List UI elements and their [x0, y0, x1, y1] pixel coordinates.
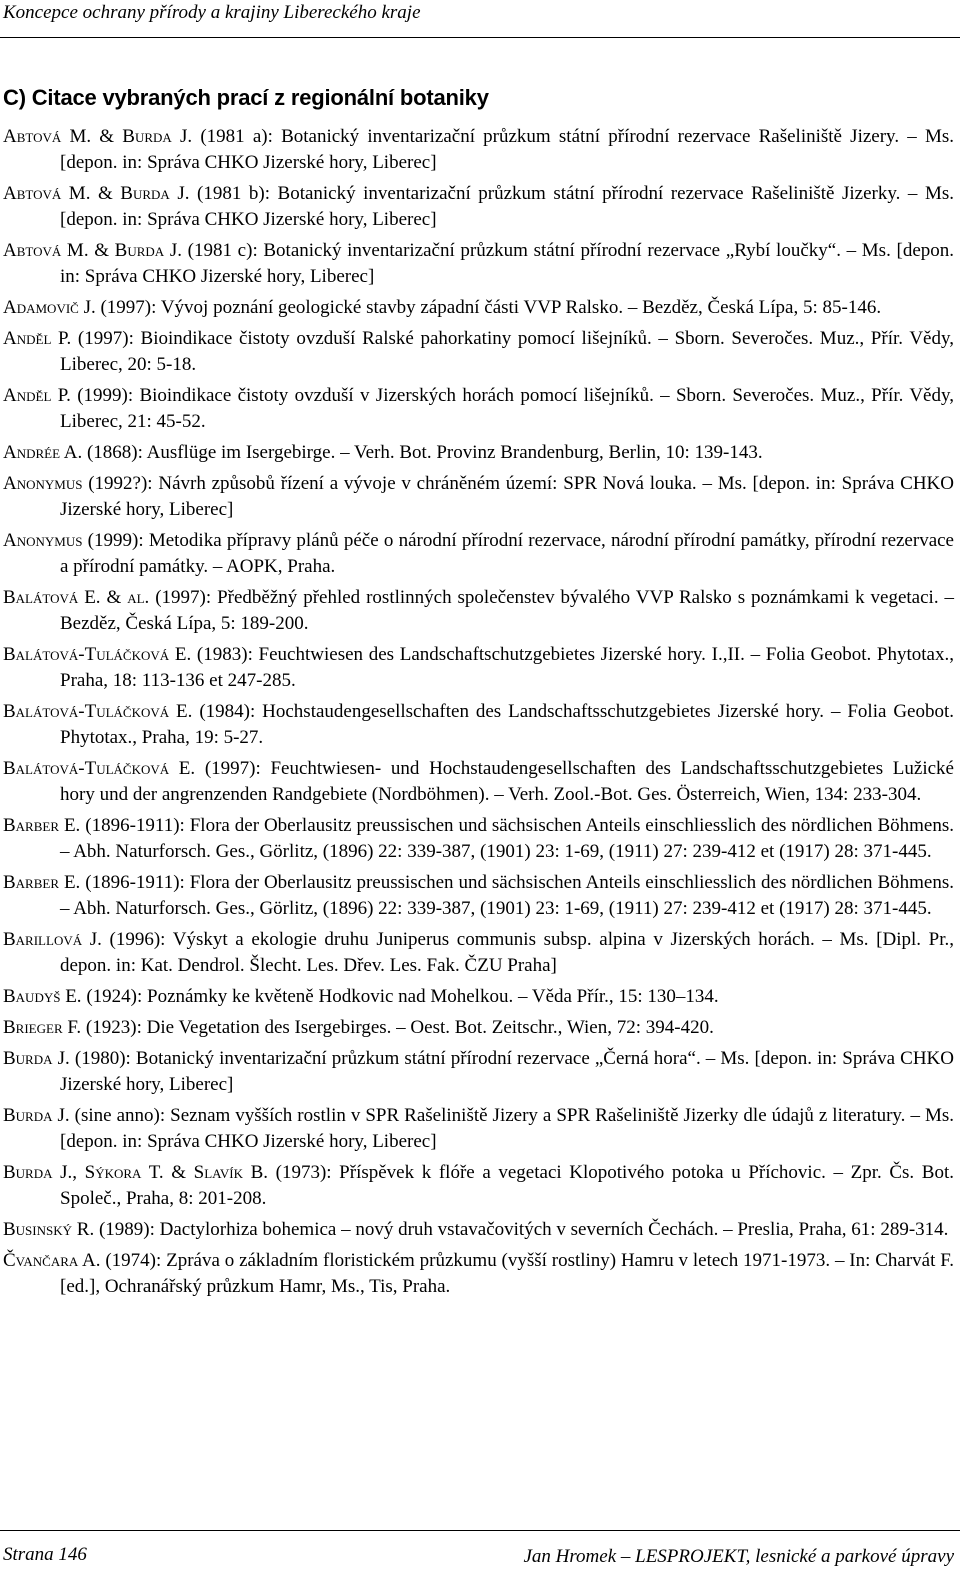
entry-text: (1981 b): Botanický inventarizační průzkum státní přírodní rezervace Rašeliniště Jizerky. – Ms. [depon. in: Správa CHKO Jizerské hory, Liberec]: [60, 183, 954, 230]
bibliography-entry: [3, 440, 954, 466]
entry-text: (1999): Metodika přípravy plánů péče o národní přírodní rezervace, národní přírodní památky, přírodní rezervace a přírodní památky. – AOPK, Praha.: [60, 530, 954, 577]
entry-text: (1981 a): Botanický inventarizační průzkum státní přírodní rezervace Rašeliniště Jizery. – Ms. [depon. in: Správa CHKO Jizerské hory, Liberec]: [60, 126, 954, 173]
entry-author: Andrée A.: [3, 442, 83, 463]
bibliography-entry: [3, 642, 954, 694]
bibliography-entry: [3, 870, 954, 922]
entry-author: Anonymus: [3, 473, 83, 494]
entry-author: Anděl P.: [3, 385, 71, 406]
entry-text: (1983): Feuchtwiesen des Landschaftschutzgebietes Jizerské hory. I.,II. – Folia Geobot. Phytotax., Praha, 18: 113-136 et 247-285.: [60, 644, 954, 691]
bibliography-entry: [3, 699, 954, 751]
entry-text: (1999): Bioindikace čistoty ovzduší v Jizerských horách pomocí lišejníků. – Sborn. Severočes. Muz., Přír. Vědy, Liberec, 21: 45-52.: [60, 385, 954, 432]
bibliography-entry: [3, 295, 954, 321]
bibliography-entry: [3, 1217, 954, 1243]
entry-author: Balátová-Tuláčková E.: [3, 701, 193, 722]
entry-author: Brieger F.: [3, 1017, 82, 1038]
entry-author: Burda J.: [3, 1048, 70, 1069]
entry-author: Čvančara A.: [3, 1250, 101, 1271]
bibliography-entry: [3, 756, 954, 808]
entry-author: Anonymus: [3, 530, 83, 551]
entry-text: (1984): Hochstaudengesellschaften des Landschaftsschutzgebietes Jizerské hory. – Folia Geobot. Phytotax., Praha, 19: 5-27.: [60, 701, 954, 748]
entry-author: Burda J., Sýkora T. & Slavík B.: [3, 1162, 269, 1183]
bibliography-entry: [3, 181, 954, 233]
entry-author: Barber E.: [3, 815, 81, 836]
entry-text: (1974): Zpráva o základním floristickém průzkumu (vyšší rostliny) Hamru v letech 1971-1973. – In: Charvát F. [ed.], Ochranářský průzkum Hamr, Ms., Tis, Praha.: [60, 1250, 954, 1297]
bibliography-entry: [3, 927, 954, 979]
bibliography-entry: [3, 1160, 954, 1212]
entry-text: (1981 c): Botanický inventarizační průzkum státní přírodní rezervace „Rybí loučky“. – Ms. [depon. in: Správa CHKO Jizerské hory, Liberec]: [60, 240, 954, 287]
bibliography-entry: [3, 813, 954, 865]
entry-author: Burda J.: [3, 1105, 70, 1126]
entry-author: Abtová M. & Burda J.: [3, 126, 193, 147]
entry-text: (1996): Výskyt a ekologie druhu Juniperus communis subsp. alpina v Jizerských horách. – Ms. [Dipl. Pr., depon. in: Kat. Dendrol. Šlecht. Les. Dřev. Les. Fak. ČZU Praha]: [60, 929, 954, 976]
bibliography-entry: [3, 1015, 954, 1041]
entry-author: Barillová J.: [3, 929, 102, 950]
bibliography-entry: [3, 383, 954, 435]
entry-text: (sine anno): Seznam vyšších rostlin v SPR Rašeliniště Jizery a SPR Rašeliniště Jizerky dle údajů z literatury. – Ms. [depon. in: Správa CHKO Jizerské hory, Liberec]: [60, 1105, 954, 1152]
entry-text: (1973): Příspěvek k flóře a vegetaci Klopotivého potoka u Příchovic. – Zpr. Čs. Bot. Společ., Praha, 8: 201-208.: [60, 1162, 954, 1209]
bibliography-entry: [3, 124, 954, 176]
bibliography-entry: [3, 238, 954, 290]
bibliography-entry: [3, 471, 954, 523]
entry-text: (1989): Dactylorhiza bohemica – nový druh vstavačovitých v severních Čechách. – Preslia, Praha, 61: 289-314.: [94, 1219, 949, 1240]
footer-author: Jan Hromek – LESPROJEKT, lesnické a parkové úpravy: [523, 1546, 954, 1567]
entry-author: Balátová-Tuláčková E.: [3, 644, 192, 665]
entry-text: (1896-1911): Flora der Oberlausitz preussischen und sächsischen Anteils einschliesslich des nördlichen Böhmens. – Abh. Naturforsch. Ges., Görlitz, (1896) 22: 339-387, (1901) 23: 1-69, (1911) 27: 239-412 et (1917) 28: 371-445.: [60, 815, 954, 862]
entry-text: (1997): Feuchtwiesen- und Hochstaudengesellschaften des Landschaftsschutzgebietes Lužické hory und der angrenzenden Randgebiete (Nordböhmen). – Verh. Zool.-Bot. Ges. Österreich, Wien, 134: 233-304.: [60, 758, 954, 805]
bibliography-entry: [3, 1248, 954, 1300]
bibliography-entry: [3, 528, 954, 580]
entry-text: (1997): Předběžný přehled rostlinných společenstev bývalého VVP Ralsko s poznámkami k vegetaci. – Bezděz, Česká Lípa, 5: 189-200.: [60, 587, 955, 634]
bibliography-entry: [3, 1046, 954, 1098]
page-number: Strana 146: [3, 1544, 87, 1565]
entry-author: Businský R.: [3, 1219, 95, 1240]
entry-author: Anděl P.: [3, 328, 72, 349]
running-header: Koncepce ochrany přírody a krajiny Libereckého kraje: [3, 2, 421, 23]
entry-author: Barber E.: [3, 872, 81, 893]
entry-text: (1923): Die Vegetation des Isergebirges. – Oest. Bot. Zeitschr., Wien, 72: 394-420.: [81, 1017, 714, 1038]
entry-text: (1868): Ausflüge im Isergebirge. – Verh. Bot. Provinz Brandenburg, Berlin, 10: 139-143.: [82, 442, 763, 463]
entry-author: Abtová M. & Burda J.: [3, 183, 190, 204]
bibliography-entry: [3, 984, 954, 1010]
entry-text: (1924): Poznámky ke květeně Hodkovic nad Mohelkou. – Věda Přír., 15: 130–134.: [81, 986, 719, 1007]
entry-text: (1997): Bioindikace čistoty ovzduší Ralské pahorkatiny pomocí lišejníků. – Sborn. Severočes. Muz., Přír. Vědy, Liberec, 20: 5-18.: [60, 328, 954, 375]
entry-author: Balátová-Tuláčková E.: [3, 758, 196, 779]
entry-text: (1992?): Návrh způsobů řízení a vývoje v chráněném území: SPR Nová louka. – Ms. [depon. in: Správa CHKO Jizerské hory, Liberec]: [60, 473, 954, 520]
entry-author: Adamovič J.: [3, 297, 96, 318]
bibliography-entry: [3, 585, 954, 637]
entry-author: Balátová E. & al.: [3, 587, 150, 608]
bibliography-entry: [3, 1103, 954, 1155]
entry-author: Abtová M. & Burda J.: [3, 240, 183, 261]
section-title: C) Citace vybraných prací z regionální botaniky: [3, 85, 489, 110]
footer-divider: [0, 1530, 960, 1531]
entry-text: (1980): Botanický inventarizační průzkum státní přírodní rezervace „Černá hora“. – Ms. [depon. in: Správa CHKO Jizerské hory, Liberec]: [60, 1048, 954, 1095]
entry-author: Baudyš E.: [3, 986, 82, 1007]
header-divider: [0, 37, 960, 38]
bibliography-entry: [3, 326, 954, 378]
bibliography-list: [3, 124, 954, 1305]
entry-text: (1896-1911): Flora der Oberlausitz preussischen und sächsischen Anteils einschliesslich des nördlichen Böhmens. – Abh. Naturforsch. Ges., Görlitz, (1896) 22: 339-387, (1901) 23: 1-69, (1911) 27: 239-412 et (1917) 28: 371-445.: [60, 872, 954, 919]
entry-text: (1997): Vývoj poznání geologické stavby západní části VVP Ralsko. – Bezděz, Česká Lípa, 5: 85-146.: [95, 297, 882, 318]
